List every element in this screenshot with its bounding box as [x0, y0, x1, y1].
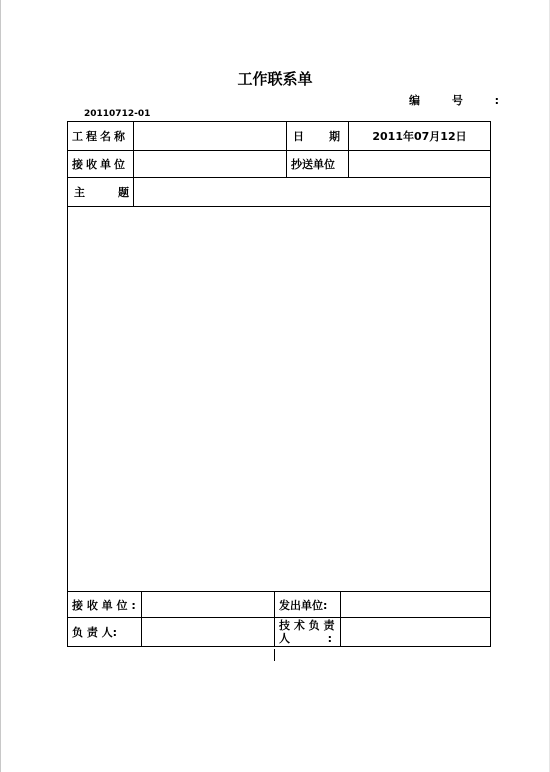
- tech-person-label-line1: 技 术 负 责: [279, 619, 335, 632]
- footer-table: [67, 591, 491, 647]
- footer-receiver-field[interactable]: [142, 592, 275, 618]
- tech-person-label-line2a: 人: [279, 632, 290, 645]
- serial-number-label: 编 号 :: [409, 94, 514, 107]
- receiver-field[interactable]: [134, 151, 287, 178]
- issuer-label: 发出单位:: [275, 592, 341, 618]
- subject-label: [68, 178, 134, 207]
- tech-person-field[interactable]: [341, 618, 491, 647]
- document-title: 工作联系单: [237, 70, 313, 88]
- date-field[interactable]: 2011年07月12日: [349, 122, 491, 151]
- cc-field[interactable]: [349, 151, 491, 178]
- page-edge-left: [0, 0, 1, 772]
- project-name-field[interactable]: [134, 122, 287, 151]
- date-label: [287, 122, 349, 151]
- content-area[interactable]: [67, 206, 491, 591]
- person-label: 负 责 人:: [68, 618, 142, 647]
- header-row-subject: [68, 178, 491, 207]
- date-label-char-1: 日: [293, 130, 304, 143]
- subject-label-char-1: 主: [74, 186, 85, 199]
- project-name-label: 工程名称: [68, 122, 134, 151]
- footer-receiver-label: 接 收 单 位 :: [68, 592, 142, 618]
- footer-row-persons: [68, 618, 491, 647]
- tech-person-label-line2b: :: [327, 632, 332, 645]
- subject-label-char-2: 题: [118, 186, 129, 199]
- text-cursor: [274, 649, 275, 661]
- cc-label: 抄送单位: [287, 151, 349, 178]
- tech-person-label: [275, 618, 341, 647]
- header-table: [67, 121, 491, 207]
- header-row-project: [68, 122, 491, 151]
- issuer-field[interactable]: [341, 592, 491, 618]
- document-number: 20110712-01: [84, 109, 151, 119]
- subject-field[interactable]: [134, 178, 491, 207]
- date-label-char-2: 期: [329, 130, 340, 143]
- receiver-label: 接收单位: [68, 151, 134, 178]
- header-row-receiver: [68, 151, 491, 178]
- footer-row-units: [68, 592, 491, 618]
- person-field[interactable]: [142, 618, 275, 647]
